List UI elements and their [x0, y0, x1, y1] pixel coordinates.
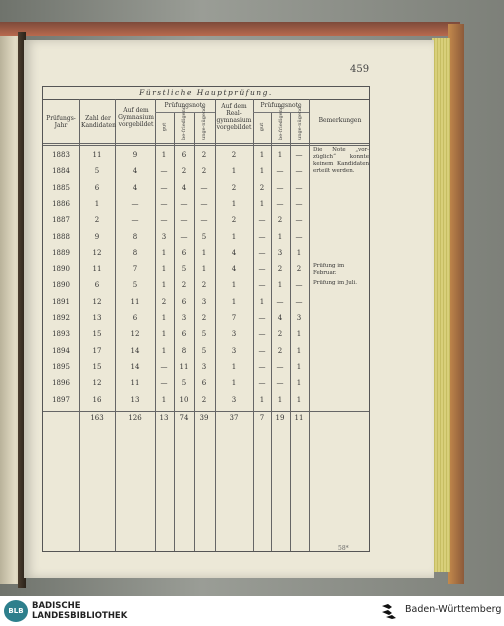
table-cell-g3: 2	[201, 281, 207, 290]
table-cell-cand: 12	[92, 248, 102, 257]
table-cell-g1: —	[160, 183, 168, 192]
table-cell-g1: 1	[161, 395, 167, 404]
table-cell-g1: 1	[161, 314, 167, 322]
table-cell-g1: 1	[161, 281, 167, 290]
subheader-gut: gut	[259, 122, 265, 132]
table-cell-year: 1896	[52, 379, 70, 388]
table-cell-g3: 1	[201, 265, 207, 274]
table-cell-year: 1890	[52, 281, 70, 290]
column-divider	[79, 99, 80, 551]
table-cell-g3: 6	[201, 379, 207, 388]
subheader-ungenuegend: unge-nügend	[297, 106, 303, 140]
book-cover-right	[448, 24, 464, 584]
table-cell-g3: 3	[201, 297, 207, 306]
table-cell-r3: 1	[296, 346, 302, 355]
table-cell-real: 3	[231, 346, 237, 355]
table-cell-r2: 1	[277, 395, 283, 404]
table-cell-real: 3	[231, 395, 237, 404]
table-cell-r3: —	[295, 216, 303, 225]
table-cell-g1: —	[160, 379, 168, 388]
table-cell-cand: 15	[92, 362, 102, 371]
table-cell-cand: 13	[92, 314, 102, 322]
table-cell-r1: 2	[259, 183, 265, 192]
table-cell-r2: 1	[277, 232, 283, 241]
table-cell-r1: —	[258, 248, 266, 257]
table-cell-year: 1886	[52, 199, 70, 208]
table-cell-g1: 1	[161, 265, 167, 274]
header-rule	[43, 143, 369, 144]
subheader-ungenuegend: unge-nügend	[201, 106, 207, 140]
totals-rule	[43, 411, 369, 412]
table-cell-r1: —	[258, 362, 266, 371]
table-cell-gym: 14	[130, 346, 140, 355]
table-cell-g1: —	[160, 216, 168, 225]
table-cell-r1: —	[258, 216, 266, 225]
table-cell-g2: —	[180, 232, 188, 241]
table-cell-real: 1	[231, 379, 237, 388]
table-cell-g1: 1	[161, 346, 167, 355]
table-cell-r2: —	[276, 167, 284, 176]
table-cell-r3: —	[295, 183, 303, 192]
table-cell-g2: 2	[181, 167, 187, 176]
table-cell-real: 1	[231, 167, 237, 176]
table-cell-cand: 6	[94, 183, 100, 192]
table-cell-r2: —	[276, 379, 284, 388]
table-cell-r1: —	[258, 265, 266, 274]
table-cell-r3: 1	[296, 395, 302, 404]
subheader-befriedigend: be-friedigend	[278, 105, 284, 140]
table-cell-real: 1	[231, 199, 237, 208]
table-cell-g3: 2	[201, 314, 207, 322]
table-cell-real: 1	[231, 362, 237, 371]
header-realgymnasium: Auf dem Real-gymnasium vorgebildet	[216, 103, 252, 131]
table-cell-r3: —	[295, 199, 303, 208]
table-cell-cand: 11	[92, 151, 102, 159]
table-cell-r2: 4	[277, 314, 283, 322]
table-cell-r1: 1	[259, 395, 265, 404]
table-cell-year: 1885	[52, 183, 70, 192]
blb-name-line1: BADISCHE	[32, 601, 81, 611]
total-cell-r2: 19	[275, 413, 285, 422]
table-cell-cand: 12	[92, 297, 102, 306]
table-cell-g1: —	[160, 362, 168, 371]
table-cell-r1: 1	[259, 199, 265, 208]
table-cell-r3: 1	[296, 379, 302, 388]
table-cell-r2: 2	[277, 216, 283, 225]
table-cell-r3: —	[295, 281, 303, 290]
table-cell-r1: —	[258, 281, 266, 290]
table-cell-year: 1883	[52, 151, 70, 159]
remark-february: Prüfung im Februar.	[313, 263, 345, 276]
table-cell-real: 1	[231, 232, 237, 241]
table-cell-r3: 1	[296, 330, 302, 339]
table-cell-g2: 4	[181, 183, 187, 192]
total-cell-g2: 74	[179, 413, 189, 422]
table-cell-r1: 1	[259, 167, 265, 176]
total-cell-r1: 7	[259, 413, 265, 422]
table-cell-gym: 9	[132, 151, 138, 159]
table-cell-g2: 5	[181, 379, 187, 388]
book-cover-top	[0, 22, 460, 36]
table-cell-g2: 6	[181, 248, 187, 257]
page-number: 459	[350, 64, 370, 75]
header-rule	[43, 145, 369, 146]
table-cell-g2: —	[180, 216, 188, 225]
blb-logo: BLB	[4, 600, 28, 622]
table-cell-gym: 13	[130, 395, 140, 404]
signature-mark: 58*	[338, 545, 349, 552]
table-cell-gym: 11	[130, 379, 140, 388]
table-cell-gym: —	[131, 199, 139, 208]
table-cell-gym: 8	[132, 248, 138, 257]
table-title: Fürstliche Hauptprüfung.	[43, 87, 369, 100]
table-cell-year: 1895	[52, 362, 70, 371]
table-cell-g3: 1	[201, 248, 207, 257]
table-cell-real: 2	[231, 151, 237, 159]
table-cell-g1: 1	[161, 330, 167, 339]
table-cell-r1: —	[258, 232, 266, 241]
table-cell-r2: —	[276, 297, 284, 306]
table-cell-r2: —	[276, 199, 284, 208]
table-cell-year: 1890	[52, 265, 70, 274]
statistics-table	[42, 86, 370, 552]
blb-name-line2: LANDESBIBLIOTHEK	[32, 611, 128, 621]
table-cell-cand: 9	[94, 232, 100, 241]
table-cell-cand: 2	[94, 216, 100, 225]
table-cell-r2: 2	[277, 265, 283, 274]
table-cell-gym: 4	[132, 183, 138, 192]
table-cell-r1: —	[258, 330, 266, 339]
table-cell-gym: 5	[132, 281, 138, 290]
table-cell-g1: —	[160, 167, 168, 176]
table-cell-g1: —	[160, 199, 168, 208]
table-cell-g2: —	[180, 199, 188, 208]
table-cell-g3: —	[200, 216, 208, 225]
table-cell-r3: —	[295, 167, 303, 176]
table-cell-cand: 1	[94, 199, 100, 208]
table-cell-r3: —	[295, 232, 303, 241]
table-cell-r3: 1	[296, 362, 302, 371]
table-cell-g1: 3	[161, 232, 167, 241]
table-cell-gym: 7	[132, 265, 138, 274]
table-cell-cand: 11	[92, 265, 102, 274]
table-cell-r3: —	[295, 151, 303, 159]
total-cell-real: 37	[229, 413, 239, 422]
header-gymnasium: Auf dem Gymnasium vorgebildet	[118, 107, 154, 128]
table-cell-g3: 5	[201, 330, 207, 339]
table-cell-g1: 2	[161, 297, 167, 306]
table-cell-r3: 1	[296, 248, 302, 257]
table-cell-r2: —	[276, 183, 284, 192]
table-cell-year: 1888	[52, 232, 70, 241]
table-cell-real: 7	[231, 314, 237, 322]
table-cell-g2: 5	[181, 265, 187, 274]
table-cell-real: 2	[231, 216, 237, 225]
table-cell-r2: 1	[277, 281, 283, 290]
total-cell-g3: 39	[199, 413, 209, 422]
table-cell-r1: 1	[259, 297, 265, 306]
table-cell-g2: 3	[181, 314, 187, 322]
table-cell-year: 1884	[52, 167, 70, 176]
header-year: Prüfungs-Jahr	[46, 115, 76, 129]
table-cell-gym: 6	[132, 314, 138, 322]
table-cell-g2: 11	[179, 362, 189, 371]
table-cell-year: 1887	[52, 216, 70, 225]
subheader-befriedigend: be-friedigend	[181, 105, 187, 140]
total-cell-gym: 126	[128, 413, 142, 422]
table-cell-g3: 2	[201, 395, 207, 404]
table-cell-r2: 1	[277, 151, 283, 159]
table-cell-gym: —	[131, 216, 139, 225]
table-cell-real: 1	[231, 297, 237, 306]
blb-name	[32, 601, 127, 621]
table-cell-cand: 15	[92, 330, 102, 339]
table-cell-g3: —	[200, 199, 208, 208]
column-divider	[115, 99, 116, 551]
header-pruefungsnote-real: Prüfungsnote	[260, 102, 302, 109]
table-cell-r2: 2	[277, 330, 283, 339]
header-remarks: Bemerkungen	[318, 117, 362, 124]
table-cell-r1: —	[258, 314, 266, 322]
table-cell-g2: 6	[181, 297, 187, 306]
table-cell-real: 3	[231, 330, 237, 339]
table-cell-g3: 5	[201, 346, 207, 355]
table-cell-gym: 4	[132, 167, 138, 176]
table-cell-g3: 3	[201, 362, 207, 371]
table-cell-r1: 1	[259, 151, 265, 159]
table-cell-year: 1893	[52, 330, 70, 339]
table-cell-g2: 8	[181, 346, 187, 355]
table-cell-g2: 10	[179, 395, 189, 404]
table-cell-gym: 8	[132, 232, 138, 241]
table-cell-g3: —	[200, 183, 208, 192]
table-cell-cand: 16	[92, 395, 102, 404]
page-edges	[432, 38, 450, 572]
table-cell-cand: 17	[92, 346, 102, 355]
table-cell-g2: 6	[181, 330, 187, 339]
table-cell-cand: 5	[94, 167, 100, 176]
table-cell-year: 1889	[52, 248, 70, 257]
bw-lions-icon	[380, 602, 402, 620]
header-pruefungsnote-gym: Prüfungsnote	[164, 102, 206, 109]
table-cell-r1: —	[258, 346, 266, 355]
table-cell-g1: 1	[161, 151, 167, 159]
bw-label: Baden-Württemberg	[405, 604, 502, 615]
table-cell-r3: 2	[296, 265, 302, 274]
table-cell-real: 4	[231, 265, 237, 274]
table-cell-gym: 11	[130, 297, 140, 306]
table-cell-cand: 12	[92, 379, 102, 388]
subheader-gut: gut	[161, 122, 168, 132]
table-cell-gym: 14	[130, 362, 140, 371]
total-cell-g1: 13	[159, 413, 169, 422]
table-cell-year: 1892	[52, 314, 70, 322]
table-cell-g2: 2	[181, 281, 187, 290]
table-cell-real: 1	[231, 281, 237, 290]
table-cell-r2: 3	[277, 248, 283, 257]
table-cell-g3: 5	[201, 232, 207, 241]
table-cell-g1: 1	[161, 248, 167, 257]
table-cell-real: 2	[231, 183, 237, 192]
table-cell-gym: 12	[130, 330, 140, 339]
table-cell-cand: 6	[94, 281, 100, 290]
table-cell-r2: —	[276, 362, 284, 371]
table-cell-r3: 3	[296, 314, 302, 322]
total-cell-cand: 163	[90, 413, 104, 422]
header-candidates: Zahl der Kandidaten	[81, 115, 116, 129]
table-cell-r1: —	[258, 379, 266, 388]
table-cell-year: 1891	[52, 297, 70, 306]
total-cell-r3: 11	[294, 413, 304, 422]
table-cell-g3: 2	[201, 151, 207, 159]
table-cell-year: 1897	[52, 395, 70, 404]
table-cell-g3: 2	[201, 167, 207, 176]
table-cell-g2: 6	[181, 151, 187, 159]
remark-note: Die Note „vor-züglich“ konnte keinem Kandidaten erteilt werden.	[313, 147, 369, 174]
remark-july: Prüfung im Juli.	[313, 280, 357, 286]
table-cell-r3: —	[295, 297, 303, 306]
table-cell-year: 1894	[52, 346, 70, 355]
table-cell-r2: 2	[277, 346, 283, 355]
table-cell-real: 4	[231, 248, 237, 257]
